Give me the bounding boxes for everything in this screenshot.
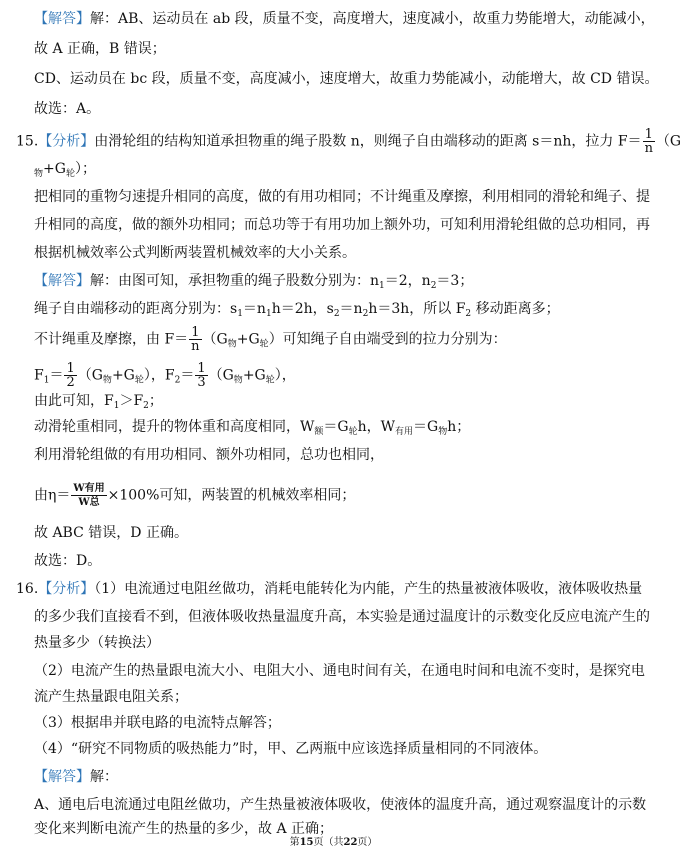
text: ＝ [180,367,195,384]
total-pages: 22 [343,837,358,848]
text: 第 [289,837,300,848]
text-line: 根据机械效率公式判断两装置机械效率的大小关系。 [34,245,356,261]
text-line: 把相同的重物匀速提升相同的高度，做的有用功相同；不计绳重及摩擦，利用相同的滑轮和绳子、提 [34,189,650,205]
text: （G [655,133,681,150]
q16-analysis-line [16,580,642,598]
text-line: 升相同的高度，做的额外功相同；而总功等于有用功加上额外功，可知利用滑轮组做的总功相同，再 [34,217,650,233]
denominator: n [191,339,200,354]
answer-tag: 【解答】 [34,11,90,27]
text-line [34,482,355,509]
text: 解：由图可知，承担物重的绳子股数分别为：n [90,273,380,289]
subscript: 物 [233,375,243,386]
text-line [34,418,470,441]
text-line: （4）“研究不同物质的吸热能力”时，甲、乙两瓶中应该选择质量相同的不同液体。 [34,741,548,757]
numerator: 1 [66,361,75,376]
text-line: 流产生热量跟电阻关系； [34,689,188,705]
text: ＝3； [436,273,474,289]
fraction [64,362,76,389]
text: h； [447,419,471,435]
text: +G [236,331,260,348]
subscript: 额 [314,427,324,437]
analysis-tag: 【分析】 [38,133,95,150]
subscript: 轮 [259,339,269,350]
subscript: 2 [362,309,369,319]
efficiency-fraction [71,482,106,509]
text: ＝ [49,367,64,384]
text-line: 故 ABC 错误，D 正确。 [34,525,188,541]
subscript: 轮 [134,375,144,386]
text-line: （3）根据串并联电路的电流特点解答； [34,715,281,731]
text: 由η＝ [34,487,71,504]
text: 由滑轮组的结构知道承担物重的绳子股数 n，则绳子自由端移动的距离 s＝nh，拉力 F＝ [94,133,642,150]
text: ＝G [323,419,349,435]
subscript: 2 [174,375,181,386]
text: ），F [143,367,175,384]
text-line: 故 A 正确，B 错误； [34,41,166,57]
text-line [34,326,507,354]
subscript: 1 [237,309,243,319]
text: （G [208,367,234,384]
text: ）， [274,367,296,384]
text: 移动距离多； [471,301,560,317]
subscript: 物 [34,169,44,179]
text: +G [111,367,135,384]
text: 不计绳重及摩擦，由 F＝ [34,331,189,348]
text: 页） [357,837,378,848]
text: （G [77,367,103,384]
text: F [34,367,44,384]
text-line: 变化来判断电流产生的热量的多少，故 A 正确； [34,821,334,837]
denominator: 3 [197,375,206,390]
text-line: （2）电流产生的热量跟电流大小、电阻大小、通电时间有关，在通电时间和电流不变时，是探究电 [34,663,645,679]
text: ＝2，n [384,273,431,289]
text-line: 的多少我们直接看不到，但液体吸收热量温度升高，本实验是通过温度计的示数变化反应电流产生的 [34,609,650,625]
numerator: 1 [189,326,201,340]
denominator: 2 [66,375,75,390]
text-line [34,272,473,295]
subscript: 物 [227,339,237,350]
page-footer [0,836,667,850]
subscript: 1 [113,401,120,411]
text: 动滑轮重相同，提升的物体重和高度相同，W [34,419,315,435]
text: +G [242,367,266,384]
text-line: 故选：D。 [34,553,102,569]
denominator: n [644,141,653,156]
answer-tag: 【解答】 [34,769,90,785]
text-line: 故选：A。 [34,101,101,117]
numerator: W有用 [73,483,105,494]
text-line: CD、运动员在 bc 段，质量不变，高度减小，速度增大，故重力势能减小，动能增大，故 CD 错误。 [34,71,659,87]
subscript: 2 [143,401,149,411]
text: （G [202,331,228,348]
text-line [34,300,560,323]
fraction [195,362,207,389]
subscript: 2 [465,309,472,319]
question-number: 15. [16,133,39,150]
text: ＞F [119,393,144,409]
fraction [643,128,655,155]
text-line [34,392,163,415]
text: 解： [90,769,118,785]
subscript: 2 [333,309,340,319]
text: 绳子自由端移动的距离分别为：s [34,301,238,317]
text-line: 利用滑轮组做的有用功相同、额外功相同，总功也相同， [34,447,384,463]
text: ）可知绳子自由端受到的拉力分别为： [268,331,507,348]
text: 页（共 [313,837,344,848]
text-line: A、通电后电流通过电阻丝做功，产生热量被液体吸收，使液体的温度升高，通过观察温度计的示数 [34,797,647,813]
fraction [189,326,201,353]
text-line: 热量多少（转换法） [34,635,160,651]
numerator: 1 [643,128,655,142]
text: ×100%可知，两装置的机械效率相同； [107,487,356,504]
subscript: 1 [265,309,272,319]
subscript: 2 [430,281,437,291]
text: +G [43,161,66,177]
text: 解：AB、运动员在 ab 段，质量不变，高度增大，速度减小，故重力势能增大，动能减小， [90,11,655,27]
solution-line [34,10,655,28]
subscript: 1 [43,375,50,386]
numerator: 1 [197,361,206,376]
text: h＝2h，s [271,301,334,317]
text-line [34,362,296,390]
subscript: 物 [102,375,112,386]
text: ； [148,393,163,409]
subscript: 物 [438,427,448,437]
question-number: 16. [16,581,39,597]
subscript: 轮 [348,427,358,437]
q15-analysis-line [16,128,681,155]
subscript: 1 [379,281,385,291]
text: （1）电流通过电阻丝做功，消耗电能转化为内能，产生的热量被液体吸收，液体吸收热量 [94,581,643,597]
text: ＝G [413,419,439,435]
page-number: 15 [299,837,314,848]
answer-tag: 【解答】 [34,273,90,289]
subscript: 轮 [265,375,275,386]
text: 由此可知，F [34,393,114,409]
analysis-tag: 【分析】 [38,581,95,597]
text: h，W [357,419,396,435]
subscript: 轮 [65,169,75,179]
text: h＝3h，所以 F [368,301,466,317]
text: ＝n [242,301,266,317]
subscript: 有用 [395,427,414,437]
text: ＝n [339,301,363,317]
text-line [34,160,96,183]
text-line [34,768,118,786]
denominator: W总 [78,497,100,508]
text: ）； [74,161,96,177]
